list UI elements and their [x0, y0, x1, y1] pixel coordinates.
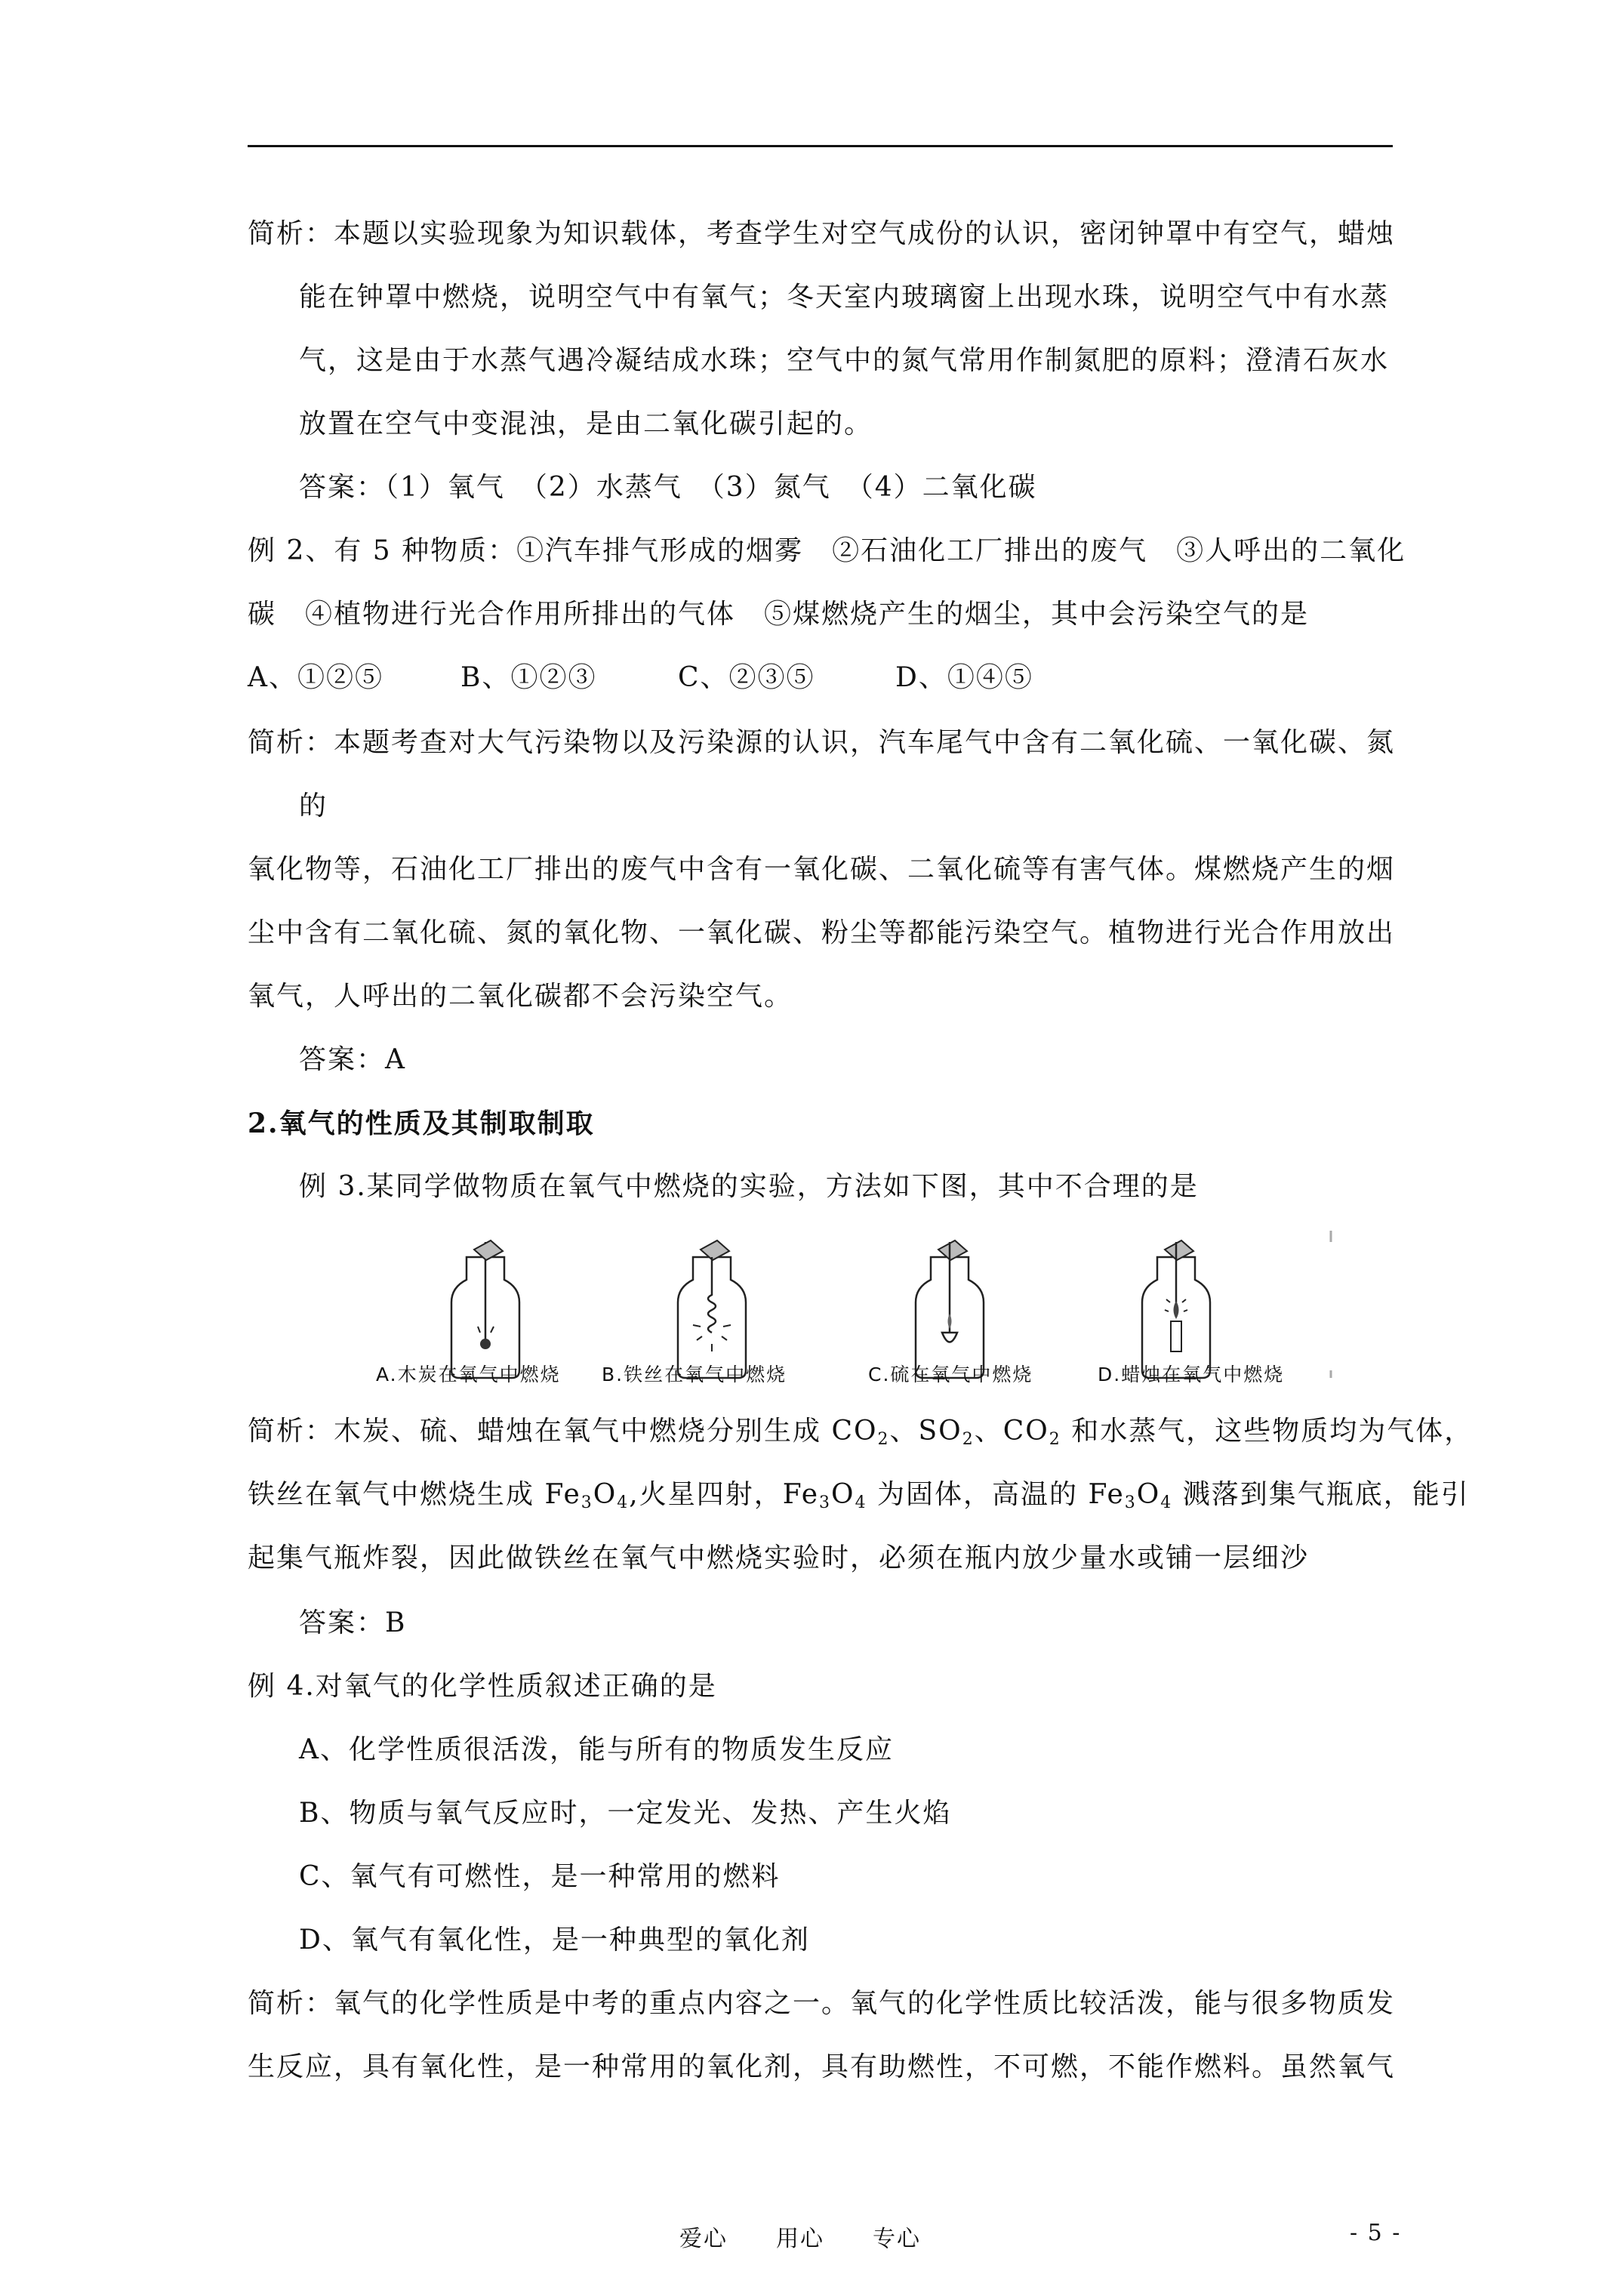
section-heading: 2.氧气的性质及其制取制取 [248, 1108, 595, 1139]
analysis3-line2-e: 为固体，高温的 Fe [867, 1479, 1125, 1510]
example2-line1: 例 2、有 5 种物质：①汽车排气形成的烟雾 ②石油化工厂排出的废气 ③人呼出的二氧化 [248, 535, 1406, 566]
subscript: 4 [617, 1493, 630, 1512]
analysis3-line2-c: ,火星四射，Fe [629, 1479, 820, 1510]
analysis3-line2-d: O [831, 1479, 855, 1510]
example2-option-c: C、②③⑤ [678, 662, 815, 693]
example2-option-a: A、①②⑤ [248, 662, 383, 693]
analysis3-line1 [248, 1413, 1473, 1458]
subscript: 2 [1049, 1430, 1061, 1449]
analysis3-text-d: 和水蒸气，这些物质均为气体， [1061, 1416, 1474, 1447]
example4-option-d: D、氧气有氧化性，是一种典型的氧化剂 [299, 1925, 810, 1955]
analysis4-line2: 生反应，具有氧化性，是一种常用的氧化剂，具有助燃性，不可燃，不能作燃料。虽然氧气 [248, 2051, 1396, 2082]
subscript: 4 [855, 1493, 867, 1512]
page-number: - 5 - [1350, 2220, 1402, 2246]
answer2: 答案：A [299, 1044, 406, 1075]
figure-caption-b: B.铁丝在氧气中燃烧 [602, 1364, 787, 1385]
analysis3-line2-f: O [1136, 1479, 1161, 1510]
subscript: 3 [581, 1493, 593, 1512]
analysis2-line3: 氧化物等，石油化工厂排出的废气中含有一氧化碳、二氧化硫等有害气体。煤燃烧产生的烟 [248, 854, 1396, 885]
subscript: 3 [1124, 1493, 1137, 1512]
figure-caption-c: C.硫在氧气中燃烧 [868, 1364, 1033, 1385]
footer-motto: 爱心 用心 专心 [679, 2226, 921, 2252]
example4-option-a: A、化学性质很活泼，能与所有的物质发生反应 [299, 1734, 894, 1765]
example3-question: 例 3.某同学做物质在氧气中燃烧的实验，方法如下图，其中不合理的是 [299, 1171, 1199, 1202]
analysis3-line2-g: 溅落到集气瓶底，能引 [1172, 1479, 1470, 1510]
analysis1-line3: 气，这是由于水蒸气遇冷凝结成水珠；空气中的氮气常用作制氮肥的原料；澄清石灰水 [299, 345, 1390, 376]
analysis3-line3: 起集气瓶炸裂，因此做铁丝在氧气中燃烧实验时，必须在瓶内放少量水或铺一层细沙 [248, 1542, 1310, 1573]
example2-option-b: B、①②③ [460, 662, 597, 693]
analysis2-line5: 氧气，人呼出的二氧化碳都不会污染空气。 [248, 981, 793, 1012]
analysis3-line2 [248, 1477, 1470, 1521]
subscript: 2 [877, 1430, 890, 1449]
analysis2-line4: 尘中含有二氧化硫、氮的氧化物、一氧化碳、粉尘等都能污染空气。植物进行光合作用放出 [248, 917, 1396, 948]
analysis2-line2: 的 [299, 791, 328, 821]
analysis2-line1: 简析：本题考查对大气污染物以及污染源的认识，汽车尾气中含有二氧化硫、一氧化碳、氮 [248, 727, 1396, 758]
subscript: 4 [1160, 1493, 1173, 1512]
analysis1-line1: 简析：本题以实验现象为知识载体，考查学生对空气成份的认识，密闭钟罩中有空气，蜡烛 [248, 218, 1396, 249]
analysis3-line2-b: O [593, 1479, 617, 1510]
example4-option-c: C、氧气有可燃性，是一种常用的燃料 [299, 1861, 781, 1892]
analysis3-text-a: 简析：木炭、硫、蜡烛在氧气中燃烧分别生成 CO [248, 1416, 878, 1447]
subscript: 2 [962, 1430, 975, 1449]
analysis3-text-b: 、SO [889, 1416, 962, 1447]
figure-caption-d: D.蜡烛在氧气中燃烧 [1098, 1364, 1285, 1385]
example4-option-b: B、物质与氧气反应时，一定发光、发热、产生火焰 [299, 1798, 952, 1829]
answer1: 答案：（1）氧气 （2）水蒸气 （3）氮气 （4）二氧化碳 [299, 472, 1037, 503]
example2-option-d: D、①④⑤ [895, 662, 1033, 693]
example4-question: 例 4.对氧气的化学性质叙述正确的是 [248, 1671, 717, 1702]
analysis1-line2: 能在钟罩中燃烧，说明空气中有氧气；冬天室内玻璃窗上出现水珠，说明空气中有水蒸 [299, 282, 1390, 313]
analysis4-line1: 简析：氧气的化学性质是中考的重点内容之一。氧气的化学性质比较活泼，能与很多物质发 [248, 1988, 1396, 2019]
header-rule [248, 145, 1393, 147]
figure-caption-a: A.木炭在氧气中燃烧 [376, 1364, 561, 1385]
subscript: 3 [819, 1493, 832, 1512]
answer3: 答案：B [299, 1607, 407, 1638]
example2-line2: 碳 ④植物进行光合作用所排出的气体 ⑤煤燃烧产生的烟尘，其中会污染空气的是 [248, 599, 1310, 630]
analysis1-line4: 放置在空气中变混浊，是由二氧化碳引起的。 [299, 408, 873, 439]
analysis3-line2-a: 铁丝在氧气中燃烧生成 Fe [248, 1479, 581, 1510]
analysis3-text-c: 、CO [974, 1416, 1049, 1447]
